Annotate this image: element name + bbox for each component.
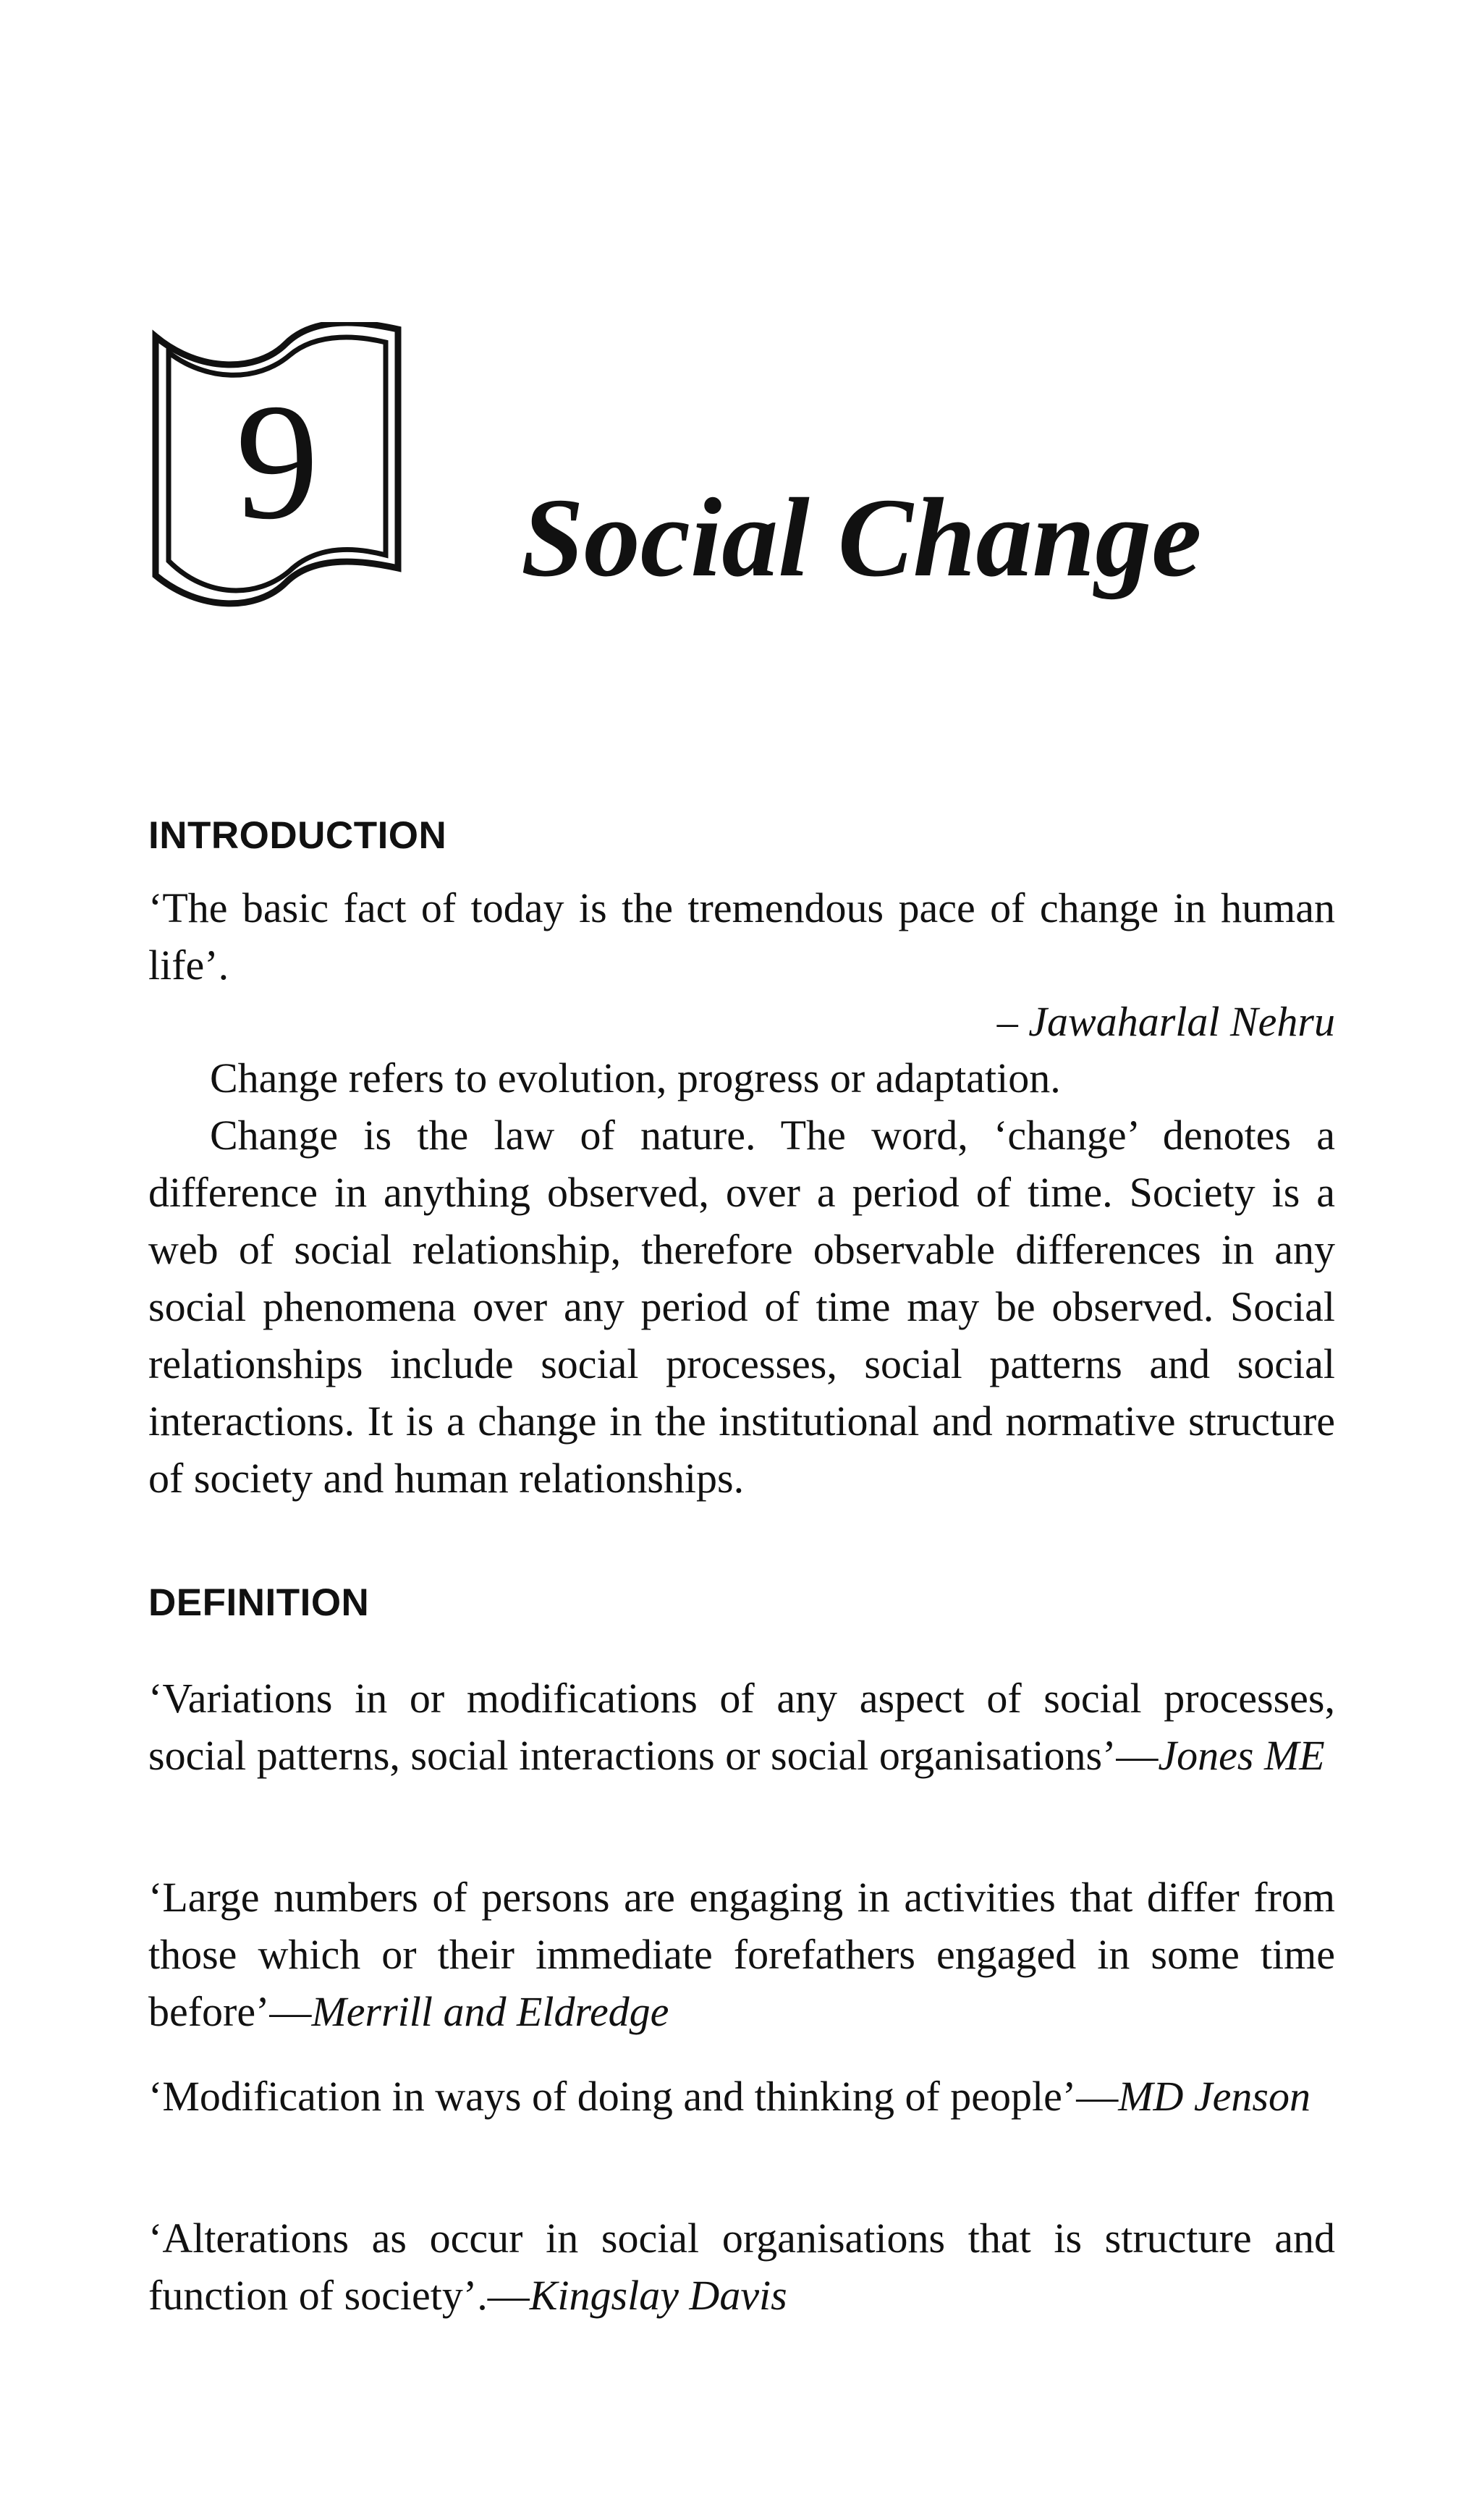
definition-author: Jones ME [1158, 1732, 1325, 1779]
definition-item [148, 2068, 1335, 2125]
definition-author: Merrill and Eldredge [311, 1988, 669, 2035]
quote-attribution: – Jawaharlal Nehru [996, 998, 1335, 1045]
definition-text: ‘Modification in ways of doing and thinking of people’— [148, 2073, 1119, 2120]
chapter-number: 9 [235, 369, 319, 554]
intro-paragraph-1: Change refers to evolution, progress or adaptation. [210, 1054, 1061, 1102]
chapter-title: Social Change [521, 475, 1202, 600]
definition-author: Kingslay Davis [529, 2272, 787, 2319]
definition-item [148, 2210, 1335, 2324]
definition-text: ‘Variations in or modifications of any aspect of social processes, social patterns, social interactions or social organisations’— [148, 1675, 1335, 1779]
definition-item [148, 1869, 1335, 2040]
definition-heading: DEFINITION [148, 1581, 370, 1624]
opening-quote: ‘The basic fact of today is the tremendous pace of change in human life’. [148, 884, 1335, 989]
definition-author: MD Jenson [1118, 2073, 1310, 2120]
scroll-banner-icon [148, 322, 405, 615]
introduction-heading: INTRODUCTION [148, 814, 447, 857]
definition-text: ‘Alterations as occur in social organisations that is structure and function of society’.— [148, 2215, 1335, 2319]
chapter-number-badge [148, 322, 405, 615]
definition-text: ‘Large numbers of persons are engaging in activities that differ from those which or their immediate forefathers engaged in some time before’— [148, 1874, 1335, 2035]
intro-paragraph-2: Change is the law of nature. The word, ‘change’ denotes a difference in anything observed, over a period of time. Society is a web of social relationship, therefore observable differences in any social phenomena over any period of time may be observed. Social relationships include social processes, social patterns and social interactions. It is a change in the institutional and normative structure of society and human relationships. [148, 1112, 1335, 1502]
definition-item [148, 1670, 1335, 1784]
